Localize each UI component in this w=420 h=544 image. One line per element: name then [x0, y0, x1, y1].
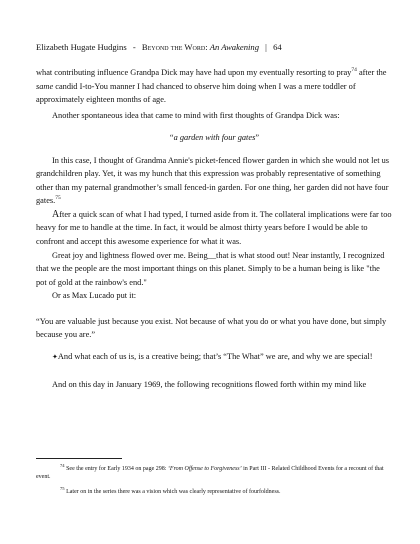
header-separator: - — [132, 42, 136, 52]
header-book-title: Beyond the Word — [141, 42, 206, 52]
footnote-75: $^{75}$ Later on in the series there was a vision which was clearly representative of fourfoldness. — [60, 486, 281, 495]
paragraph-2: Another spontaneous idea that came to mind with first thoughts of Grandpa Dick was: — [52, 110, 340, 120]
body-text — [36, 66, 392, 392]
garden-quote: “a garden with four gates” — [168, 133, 260, 143]
paragraph-5: After a quick scan of what I had typed, I turned aside from it. The collateral implications were far too heavy for me to handle at the time. In fact, it would be almost thirty years before I would be able to confront and accept this awesome experience for what it was. — [36, 208, 392, 247]
paragraph-7: Or as Max Lucado put it: — [52, 291, 137, 301]
footnote-74: $^{74}$ See the entry for Early 1934 on page 298: ‘From Offense to Forgiveness’ in Part III - Related Childhood Events for a recount of that event. — [36, 463, 384, 481]
footnote-ref-75[interactable]: 75 — [55, 195, 61, 202]
lucado-quote: “You are valuable just because you exist. Not because of what you do or what you have done, but simply because you are.” — [36, 316, 387, 340]
paragraph-4: In this case, I thought of Grandma Annie's picket-fenced flower garden in which she would not let us grandchildren play. Yet, it was my hunch that this expression was probably representative of something other than my paternal grandmother’s small fenced-in garden. For one thing, her garden did not have four gates.$^{75}$ — [36, 155, 390, 206]
header-page-number: 64 — [273, 42, 282, 52]
paragraph-8: ✦And what each of us is, is a creative being; that’s “The What” we are, and why we are special! — [52, 351, 373, 361]
paragraph-9: And on this day in January 1969, the following recognitions flowed forth within my mind like — [52, 380, 367, 390]
running-header: Elizabeth Hugate Hudgins - Beyond the Word: An Awakening | 64 — [36, 42, 282, 52]
footnote-divider — [36, 458, 122, 459]
paragraph-6: Great joy and lightness flowed over me. Being__that is what stood out! Near instantly, I recognized that we the people are the most important things on this planet. Simply to be a human being is like "the pot of gold at the rainbow's end." — [36, 250, 385, 287]
footnote-ref-74[interactable]: 74 — [351, 67, 357, 74]
paragraph-1: what contributing influence Grandpa Dick may have had upon my eventually resorting to pray$^{74}$ after the same candid I-to-You manner I had chanced to observe him doing when I was a mere toddler of approximately eighteen months of age. — [36, 67, 387, 105]
header-divider: | — [265, 42, 267, 52]
header-author: Elizabeth Hugate Hudgins — [36, 42, 127, 52]
header-subtitle: An Awakening — [209, 42, 260, 52]
four-point-star-icon: ✦ — [52, 352, 58, 361]
